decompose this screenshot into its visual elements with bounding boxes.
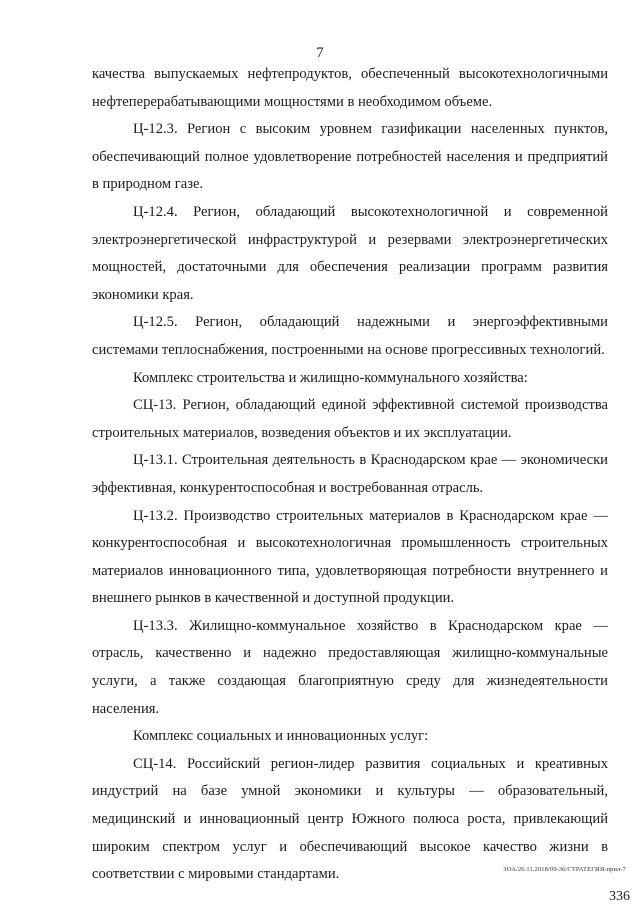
paragraph-c-13-2: Ц-13.2. Производство строительных материалов в Краснодарском крае — конкурентоспособная и высокотехнологичная промышленность строительных материалов инновационного типа, удовлетворяющая потребности внутреннего и внешнего рынков в качественной и доступной продукции. bbox=[92, 507, 608, 607]
paragraph-c-12-5: Ц-12.5. Регион, обладающий надежными и энергоэффективными системами теплоснабжения, построенными на основе прогрессивных технологий. bbox=[92, 314, 608, 358]
section-heading-construction: Комплекс строительства и жилищно-коммунального хозяйства: bbox=[133, 369, 528, 386]
footer-document-reference: ЗОА/26.11.2018/09-36/СТРАТЕГИЯ-прил-7 bbox=[503, 866, 626, 873]
paragraph-c-12-4: Ц-12.4. Регион, обладающий высокотехнологичной и современной электроэнергетической инфраструктурой и резервами электроэнергетических мощностей, достаточными для обеспечения реализации программ развития экономики края. bbox=[92, 203, 608, 303]
document-body bbox=[92, 61, 608, 889]
section-heading-social: Комплекс социальных и инновационных услуг: bbox=[133, 728, 429, 745]
paragraph-sc-13: СЦ-13. Регион, обладающий единой эффективной системой производства строительных материалов, возведения объектов и их эксплуатации. bbox=[92, 397, 608, 441]
paragraph-c-13-3: Ц-13.3. Жилищно-коммунальное хозяйство в Краснодарском крае — отрасль, качественно и надежно предоставляющая жилищно-коммунальные услуги, а также создающая благоприятную среду для жизнедеятельности населения. bbox=[92, 617, 608, 717]
page-number: 7 bbox=[316, 45, 324, 61]
paragraph-c-12-3: Ц-12.3. Регион с высоким уровнем газификации населенных пунктов, обеспечивающий полное удовлетворение потребностей населения и предприятий в природном газе. bbox=[92, 121, 608, 193]
sheet-number: 336 bbox=[609, 889, 630, 904]
paragraph-continuation: качества выпускаемых нефтепродуктов, обеспеченный высокотехнологичными нефтеперерабатывающими мощностями в необходимом объеме. bbox=[92, 66, 608, 110]
paragraph-c-13-1: Ц-13.1. Строительная деятельность в Краснодарском крае — экономически эффективная, конкурентоспособная и востребованная отрасль. bbox=[92, 452, 608, 496]
paragraph-sc-14: СЦ-14. Российский регион-лидер развития социальных и креативных индустрий на базе умной экономики и культуры — образовательный, медицинский и инновационный центр Южного полюса роста, привлекающий широким спектром услуг и обеспечивающий высокое качество жизни в соответствии с мировыми стандартами. bbox=[92, 755, 608, 883]
